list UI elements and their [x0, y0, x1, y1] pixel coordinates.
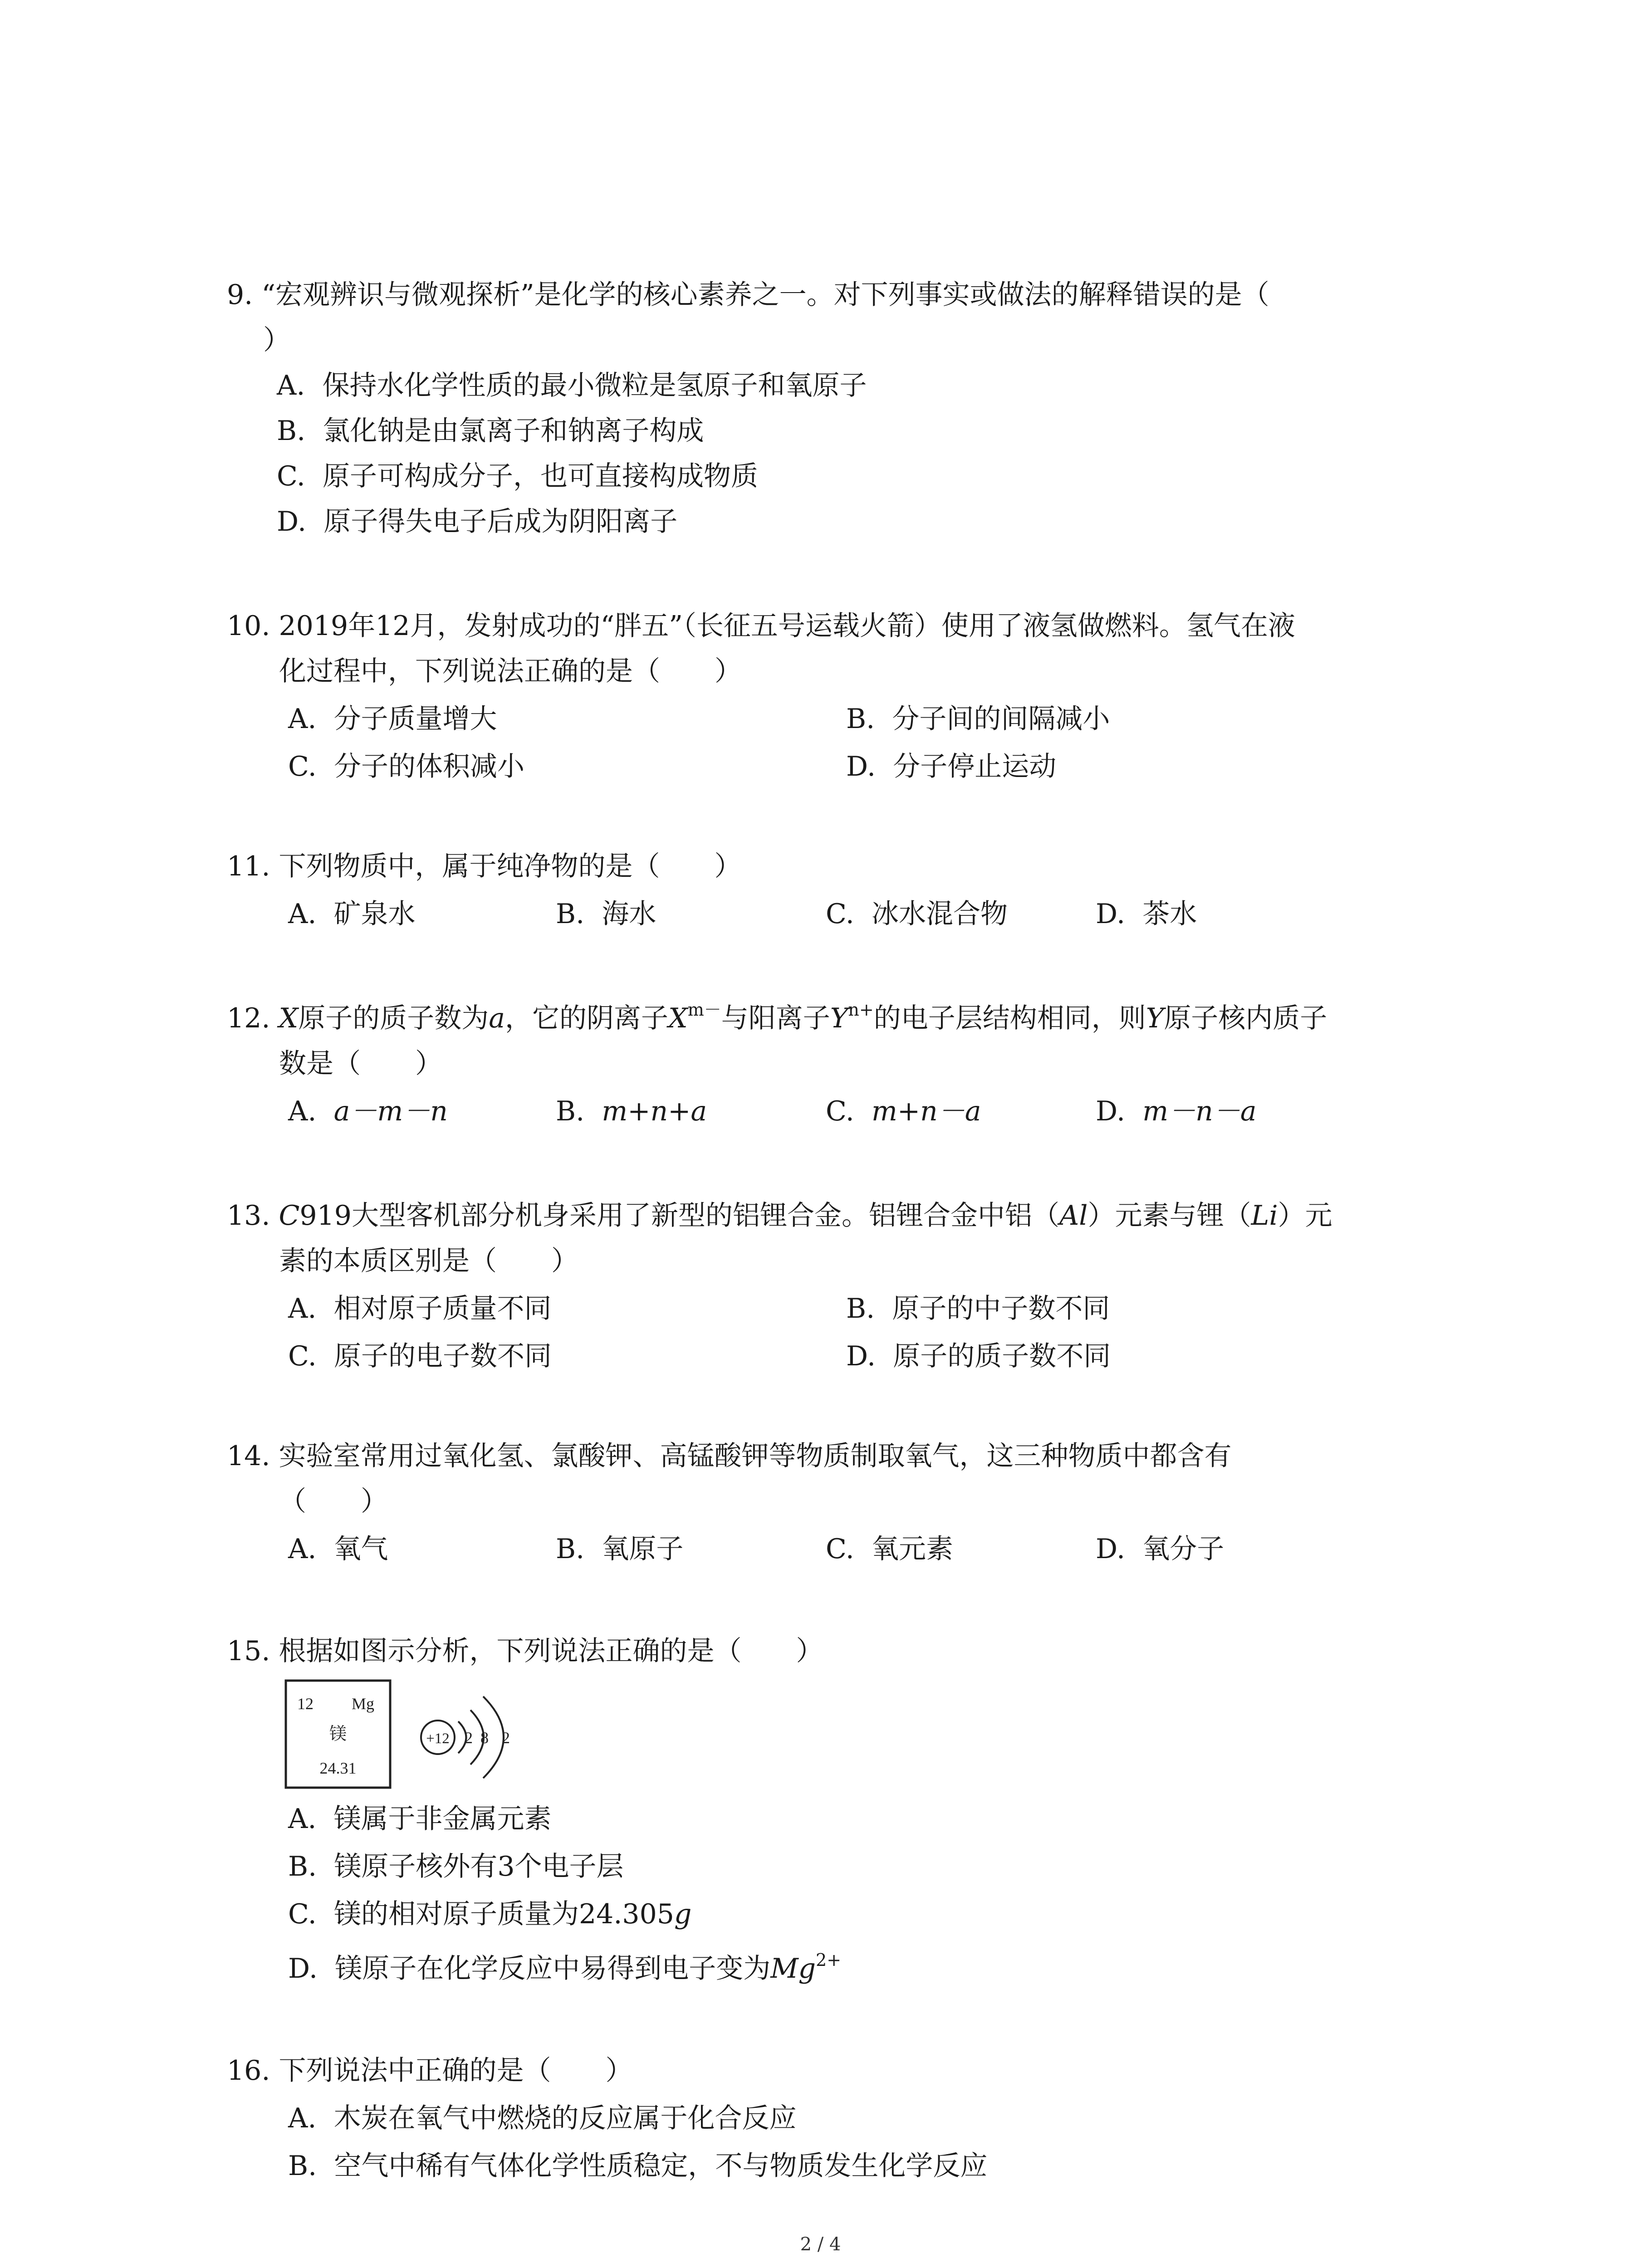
question-12-option-d[interactable]	[1096, 1089, 1257, 1134]
option-letter: A.	[288, 1803, 317, 1835]
option-text: 原子的质子数不同	[893, 1340, 1111, 1372]
option-text: 氧分子	[1142, 1533, 1225, 1565]
option-letter: D.	[277, 506, 307, 538]
option-text: 分子的体积减小	[334, 751, 524, 782]
question-12-option-a[interactable]	[288, 1089, 448, 1134]
question-number: 12.	[227, 1002, 270, 1034]
option-text: 氯化钠是由氯离子和钠离子构成	[323, 415, 704, 447]
option-letter: A.	[288, 898, 317, 930]
option-letter: B.	[556, 1095, 585, 1127]
question-9-stem-cont: ）	[263, 324, 290, 356]
question-text: ，它的阴离子	[505, 1002, 668, 1034]
model-prefix: C	[279, 1200, 300, 1232]
question-10-stem-cont: 化过程中，下列说法正确的是（ ）	[279, 655, 742, 687]
question-16-stem	[227, 2048, 633, 2093]
option-text: 镁原子在化学反应中易得到电子变为	[335, 1953, 771, 1984]
option-text: 原子的电子数不同	[334, 1340, 552, 1372]
option-letter: C.	[277, 460, 305, 492]
magnesium-figure	[284, 1678, 710, 1792]
shell-2-electrons: 8	[480, 1729, 489, 1747]
option-letter: A.	[288, 1095, 317, 1127]
option-letter: D.	[846, 1340, 876, 1372]
question-15-option-a[interactable]	[288, 1796, 552, 1842]
option-letter: C.	[826, 1095, 854, 1127]
unit-g: g	[674, 1898, 692, 1930]
question-number: 9.	[227, 279, 253, 311]
shell-1-electrons: 2	[465, 1729, 473, 1747]
option-text: m+n+a	[602, 1095, 707, 1127]
question-text: 下列说法中正确的是（ ）	[279, 2055, 633, 2087]
question-10-stem	[227, 603, 1295, 649]
option-text: 镁的相对原子质量为24.305	[334, 1898, 674, 1930]
question-14-stem	[227, 1433, 1232, 1479]
question-text: ）元	[1278, 1200, 1332, 1232]
question-text: 2019年12月，发射成功的“胖五”（长征五号运载火箭）使用了液氢做燃料。氢气在液	[279, 610, 1295, 642]
element-li: Li	[1251, 1200, 1278, 1232]
question-9-option-b[interactable]	[277, 408, 704, 454]
anion-charge: m－	[687, 1000, 721, 1020]
var-y: Y	[1146, 1002, 1164, 1034]
element-symbol: Mg	[351, 1695, 374, 1713]
question-text: ）元素与锂（	[1087, 1200, 1251, 1232]
question-11-option-b[interactable]	[556, 891, 656, 937]
option-letter: C.	[288, 751, 317, 782]
option-letter: B.	[277, 415, 306, 447]
option-letter: A.	[277, 370, 305, 401]
question-12-stem-cont: 数是（ ）	[279, 1048, 442, 1080]
question-14-option-c[interactable]	[826, 1526, 953, 1572]
option-letter: C.	[288, 1340, 317, 1372]
shell-3-electrons: 2	[502, 1729, 510, 1747]
question-9-stem	[227, 272, 1269, 318]
question-13-stem-cont: 素的本质区别是（ ）	[279, 1245, 578, 1277]
option-text: 相对原子质量不同	[333, 1293, 552, 1325]
question-text: 的电子层结构相同，则	[873, 1002, 1146, 1034]
cation-charge: n+	[848, 1000, 874, 1020]
option-text: 保持水化学性质的最小微粒是氢原子和氧原子	[322, 370, 867, 401]
question-text: 原子的质子数为	[298, 1002, 489, 1034]
option-text: m+n－a	[872, 1095, 981, 1127]
option-text: 原子可构成分子，也可直接构成物质	[323, 460, 758, 492]
question-12-option-b[interactable]	[556, 1089, 707, 1134]
question-number: 15.	[227, 1635, 270, 1667]
question-text: 919大型客机部分机身采用了新型的铝锂合金。铝锂合金中铝（	[299, 1200, 1059, 1232]
option-text: 茶水	[1142, 898, 1197, 930]
option-letter: A.	[288, 703, 317, 735]
question-9-option-c[interactable]	[277, 454, 758, 499]
question-text: 实验室常用过氧化氢、氯酸钾、高锰酸钾等物质制取氧气，这三种物质中都含有	[279, 1440, 1232, 1472]
element-name: 镁	[329, 1724, 347, 1744]
var-x: X	[279, 1002, 299, 1034]
question-number: 11.	[227, 850, 270, 882]
option-text: 原子得失电子后成为阴阳离子	[323, 506, 678, 538]
question-13-option-c[interactable]	[288, 1334, 552, 1379]
question-14-stem-cont: （ ）	[279, 1486, 388, 1517]
option-text: 分子质量增大	[333, 703, 497, 735]
option-letter: A.	[288, 1533, 317, 1565]
option-text: 空气中稀有气体化学性质稳定，不与物质发生化学反应	[334, 2150, 988, 2182]
question-text: 下列物质中，属于纯净物的是（ ）	[279, 850, 742, 882]
question-number: 16.	[227, 2055, 270, 2087]
option-text: 矿泉水	[333, 898, 416, 930]
option-letter: A.	[288, 1293, 317, 1325]
question-15-stem	[227, 1628, 823, 1674]
option-text: 分子间的间隔减小	[892, 703, 1110, 735]
question-14-option-b[interactable]	[556, 1526, 683, 1572]
question-number: 10.	[227, 610, 270, 642]
option-letter: D.	[846, 751, 876, 782]
question-13-option-d[interactable]	[846, 1334, 1111, 1379]
question-14-option-d[interactable]	[1096, 1526, 1224, 1572]
option-letter: B.	[846, 1293, 875, 1325]
element-atomic-number: 12	[297, 1695, 314, 1713]
element-al: Al	[1059, 1200, 1088, 1232]
cation-symbol: Y	[830, 1002, 848, 1034]
option-letter: B.	[556, 898, 585, 930]
option-text: 海水	[602, 898, 656, 930]
question-9-option-a[interactable]	[277, 363, 867, 408]
question-10-option-b[interactable]	[846, 696, 1110, 742]
var-a: a	[489, 1002, 505, 1034]
question-14-option-a[interactable]	[288, 1526, 388, 1572]
option-text: 氧气	[333, 1533, 388, 1565]
option-text: 冰水混合物	[872, 898, 1008, 930]
element-mass: 24.31	[319, 1759, 357, 1777]
question-text: 原子核内质子	[1164, 1002, 1327, 1034]
nucleus-charge: +12	[426, 1730, 450, 1747]
option-text: 氧原子	[602, 1533, 684, 1565]
ion-charge: 2+	[816, 1950, 842, 1970]
option-letter: B.	[288, 2150, 317, 2182]
question-13-stem	[227, 1193, 1332, 1238]
question-15-option-c[interactable]	[288, 1892, 691, 1937]
question-11-option-d[interactable]	[1096, 891, 1197, 937]
question-11-option-c[interactable]	[826, 891, 1008, 937]
question-15-option-b[interactable]	[288, 1844, 624, 1889]
option-letter: A.	[288, 2102, 317, 2134]
option-letter: C.	[288, 1898, 317, 1930]
question-text: 与阳离子	[721, 1002, 830, 1034]
question-10-option-c[interactable]	[288, 744, 524, 789]
question-number: 14.	[227, 1440, 270, 1472]
option-letter: D.	[1096, 1095, 1126, 1127]
option-text: 原子的中子数不同	[892, 1293, 1110, 1325]
anion-symbol: X	[668, 1002, 688, 1034]
question-16-option-a[interactable]	[288, 2096, 797, 2141]
option-text: 木炭在氧气中燃烧的反应属于化合反应	[333, 2102, 797, 2134]
option-letter: B.	[846, 703, 875, 735]
option-letter: D.	[288, 1953, 318, 1984]
option-text: 镁属于非金属元素	[333, 1803, 552, 1835]
question-10-option-d[interactable]	[846, 744, 1056, 789]
ion-symbol: Mg	[770, 1953, 816, 1984]
option-text: 镁原子核外有3个电子层	[334, 1851, 624, 1882]
option-letter: D.	[1096, 898, 1126, 930]
option-text: m－n－a	[1142, 1095, 1257, 1127]
question-12-stem	[227, 996, 1327, 1041]
option-text: 氧元素	[872, 1533, 953, 1565]
option-text: a－m－n	[333, 1095, 448, 1127]
question-9-option-d[interactable]	[277, 499, 677, 544]
question-11-stem	[227, 844, 742, 889]
question-number: 13.	[227, 1200, 270, 1232]
option-text: 分子停止运动	[893, 751, 1057, 782]
option-letter: D.	[1096, 1533, 1126, 1565]
option-letter: B.	[556, 1533, 585, 1565]
question-13-option-b[interactable]	[846, 1286, 1110, 1331]
question-16-option-b[interactable]	[288, 2143, 987, 2189]
option-letter: C.	[826, 898, 854, 930]
option-letter: C.	[826, 1533, 854, 1565]
question-15-option-d[interactable]	[288, 1946, 841, 1991]
question-12-option-c[interactable]	[826, 1089, 981, 1134]
option-letter: B.	[288, 1851, 317, 1882]
question-11-option-a[interactable]	[288, 891, 416, 937]
question-10-option-a[interactable]	[288, 696, 497, 742]
question-text: 根据如图示分析，下列说法正确的是（ ）	[279, 1635, 823, 1667]
question-text: “宏观辨识与微观探析”是化学的核心素养之一。对下列事实或做法的解释错误的是（	[261, 279, 1269, 311]
page-number: 2 / 4	[800, 2234, 841, 2255]
question-13-option-a[interactable]	[288, 1286, 552, 1331]
